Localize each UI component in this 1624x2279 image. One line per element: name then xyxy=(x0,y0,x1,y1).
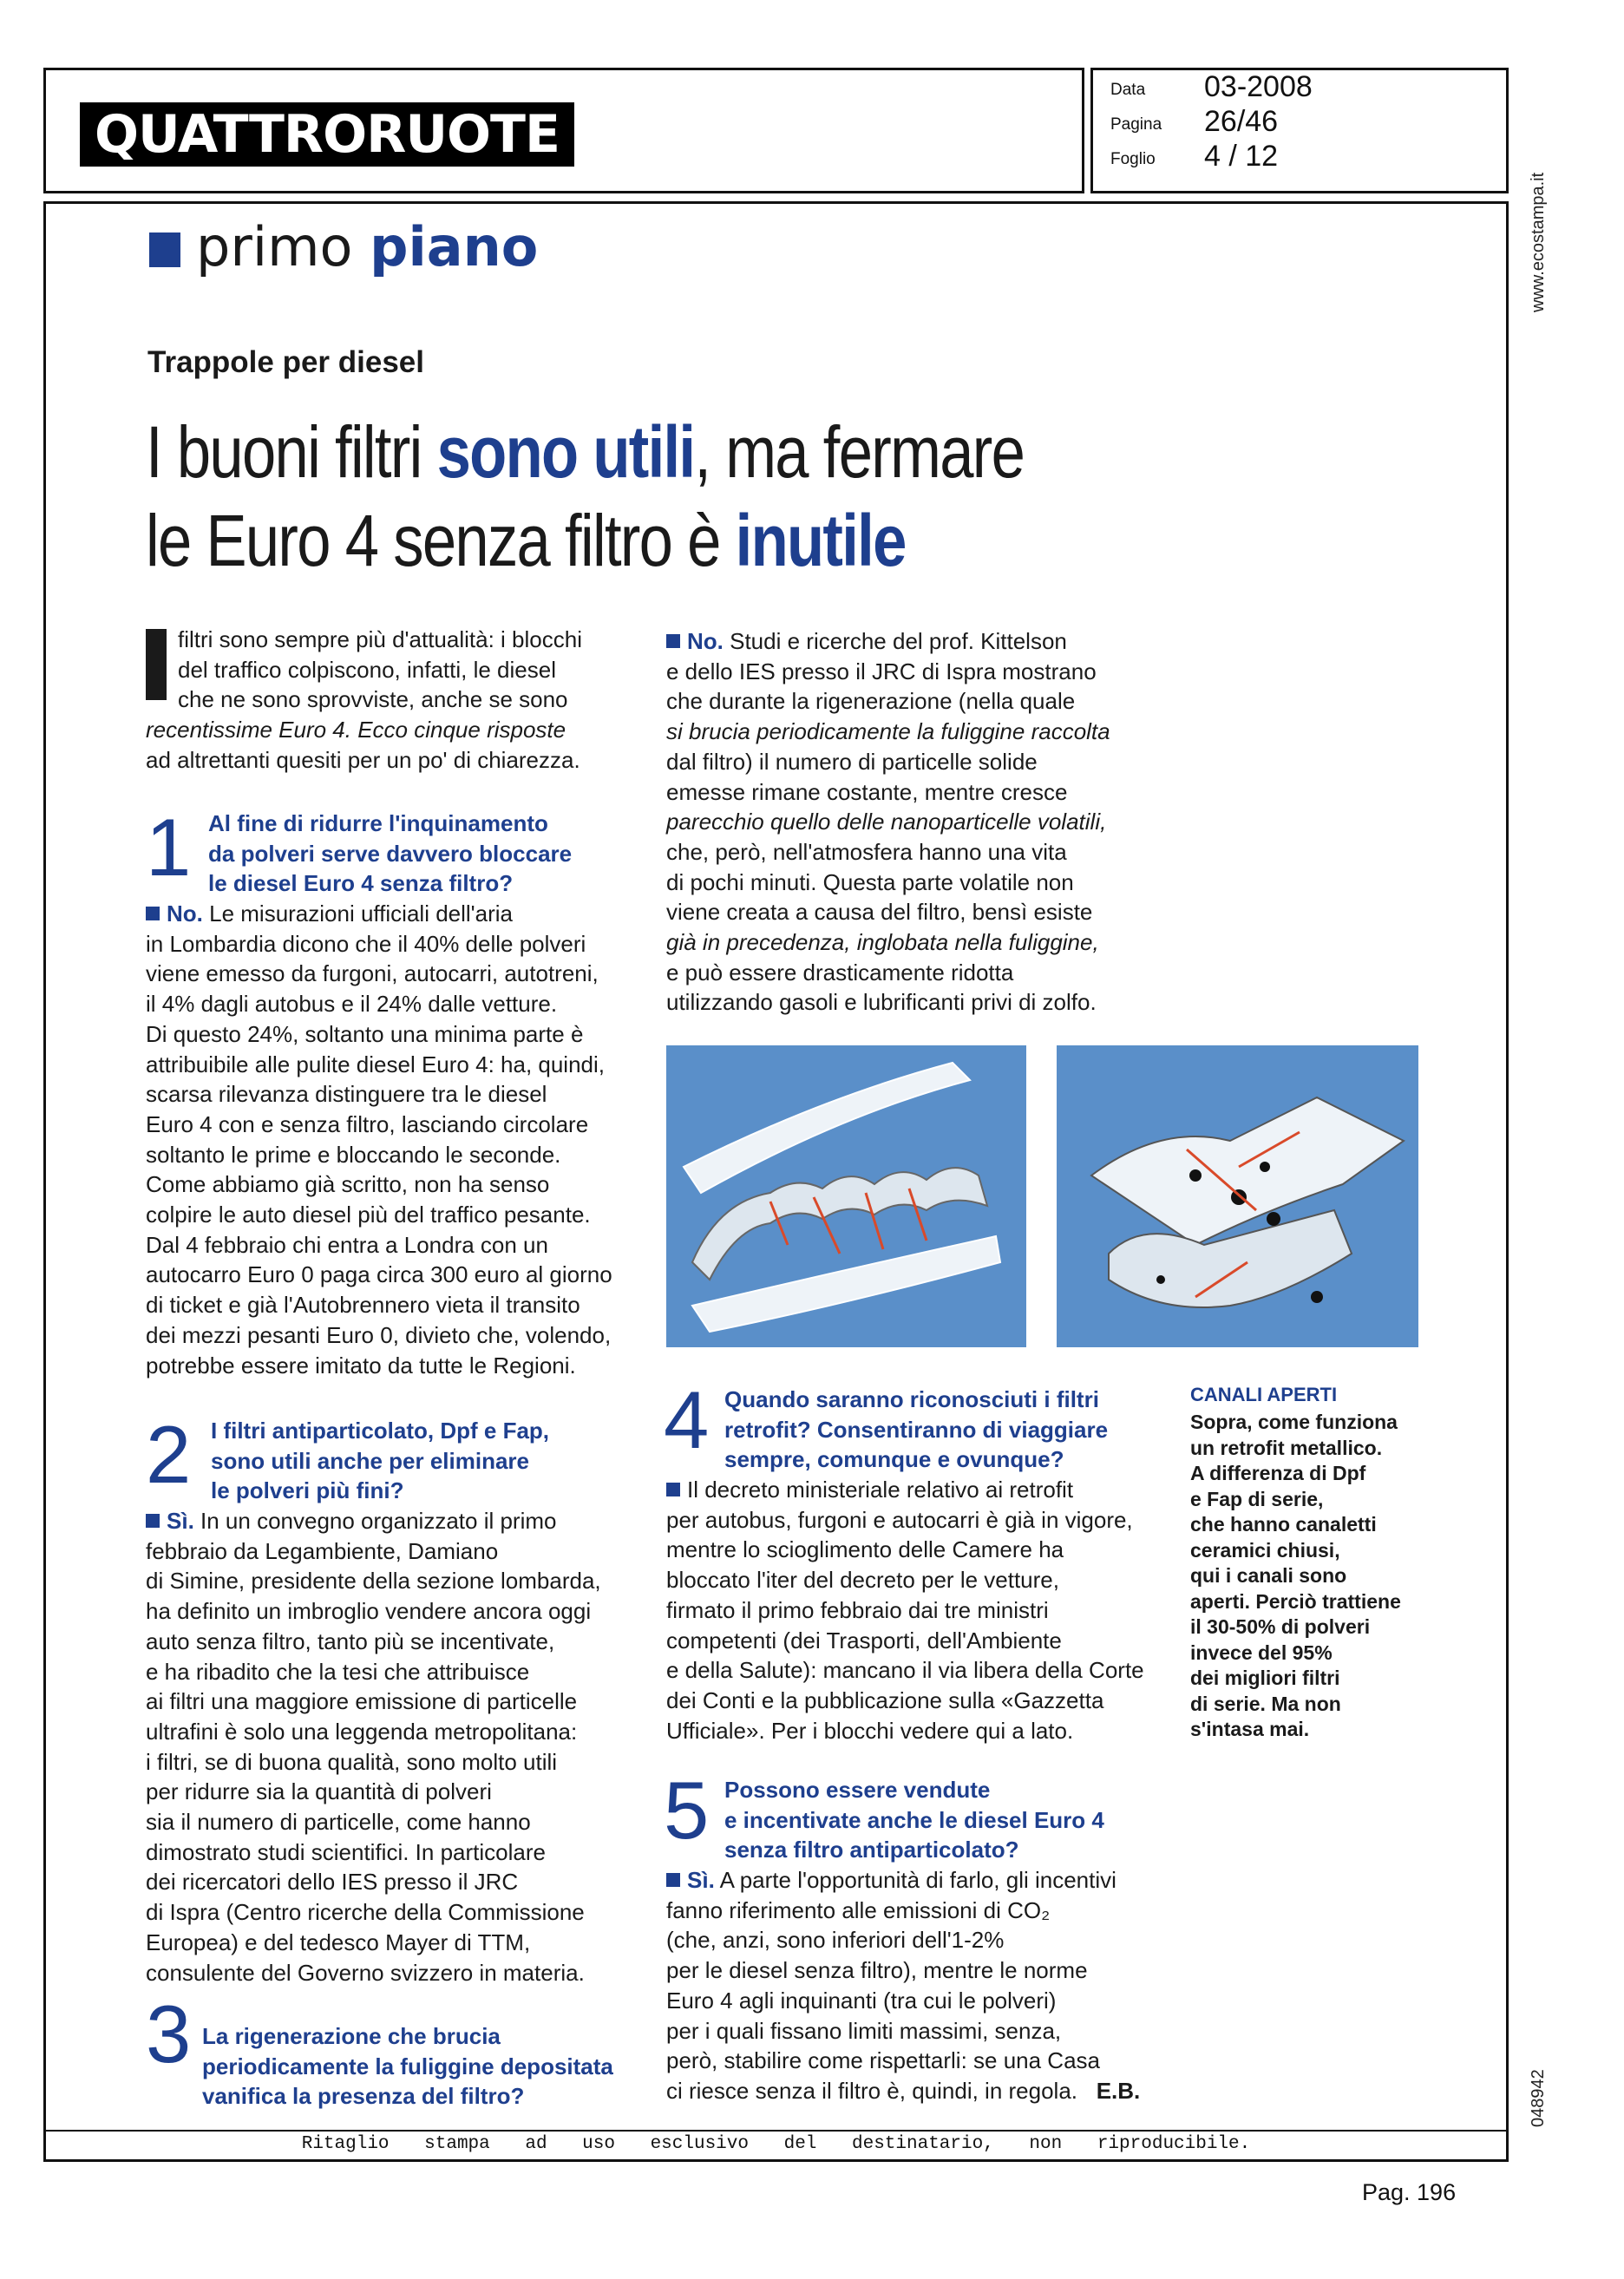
question-1: Al fine di ridurre l'inquinamento da polveri serve davvero bloccare le diesel Euro 4 senza filtro? xyxy=(208,810,573,896)
question-2: I filtri antiparticolato, Dpf e Fap, sono utili anche per eliminare le polveri più fini? xyxy=(211,1418,550,1503)
footer-rule xyxy=(46,2130,1506,2132)
answer-square-icon xyxy=(146,1514,160,1528)
answer-square-icon xyxy=(666,1873,680,1887)
footer-notice: Ritaglio stampa ad uso esclusivo del destinatario, non riproducibile. xyxy=(301,2134,1251,2154)
pagina-value: 26/46 xyxy=(1204,105,1279,138)
author-signature: E.B. xyxy=(1096,2077,1141,2104)
question-3: La rigenerazione che brucia periodicamente la fuliggine depositata vanifica la presenza del filtro? xyxy=(202,2023,613,2109)
answer-1: No. Le misurazioni ufficiali dell'aria in Lombardia dicono che il 40% delle polveri viene emesso da furgoni, autocarri, autotreni, il 4% dagli autobus e il 24% dalle vetture. Di questo 24%, soltanto una minima parte è attribuibile alle pulite diesel Euro 4: ha, quindi, scarsa rilevanza distinguere tra le diesel Euro 4 con e senza filtro, lasciando circolare soltanto le prime e bloccando le seconde. Come abbiamo già scritto, non ha senso colpire le auto diesel più del traffico pesante. Dal 4 febbraio chi entra a Londra con un autocarro Euro 0 paga circa 300 euro al giorno di ticket e già l'Autobrennero vieta il transito dei mezzi pesanti Euro 0, divieto che, volendo, potrebbe essere imitato da tutte le Regioni. xyxy=(146,900,612,1379)
section-title: primo piano xyxy=(196,215,539,278)
question-5: Possono essere vendute e incentivate anche le diesel Euro 4 senza filtro antiparticolato? xyxy=(724,1777,1104,1863)
answer-square-icon xyxy=(146,907,160,920)
section-square-icon xyxy=(149,232,180,267)
metadata-box xyxy=(1090,68,1509,193)
side-code: 048942 xyxy=(1529,2069,1548,2127)
question-number-5: 5 xyxy=(664,1765,710,1856)
filter-illustration-left xyxy=(666,1045,1026,1347)
question-number-3: 3 xyxy=(146,1988,192,2079)
data-label: Data xyxy=(1110,81,1146,99)
foglio-label: Foglio xyxy=(1110,150,1156,168)
foglio-value: 4 / 12 xyxy=(1204,140,1279,173)
answer-square-icon xyxy=(666,1483,680,1496)
answer-2: Sì. In un convegno organizzato il primo febbraio da Legambiente, Damiano di Simine, presidente della sezione lombarda, ha definito un imbroglio vendere ancora oggi auto senza filtro, tanto più se incentivate, e ha ribadito che la tesi che attribuisce ai filtri una maggiore emissione di particelle ultrafini è solo una leggenda metropolitana: i filtri, se di buona qualità, sono molto utili per ridurre sia la quantità di polveri sia il numero di particelle, come hanno dimostrato studi scientifici. In particolare dei ricercatori dello IES presso il JRC di Ispra (Centro ricerche della Commissione Europea) e del tedesco Mayer di TTM, consulente del Governo svizzero in materia. xyxy=(146,1508,601,1986)
answer-4: Il decreto ministeriale relativo ai retrofit per autobus, furgoni e autocarri è già in vigore, mentre lo scioglimento delle Camere ha bloccato l'iter del decreto per le vetture, firmato il primo febbraio dai tre ministri competenti (dei Trasporti, dell'Ambiente e della Salute): mancano il via libera della Corte dei Conti e la pubblicazione sulla «Gazzetta Ufficiale». Per i blocchi vedere qui a lato. xyxy=(666,1477,1144,1744)
kicker: Trappole per diesel xyxy=(147,345,424,379)
intro-paragraph: filtri sono sempre più d'attualità: i blocchi del traffico colpiscono, infatti, le diesel che ne sono sprovviste, anche se sono xyxy=(178,626,582,713)
question-4: Quando saranno riconosciuti i filtri retrofit? Consentiranno di viaggiare sempre, comunque e ovunque? xyxy=(724,1386,1109,1472)
side-url: www.ecostampa.it xyxy=(1529,172,1548,312)
answer-square-icon xyxy=(666,634,680,648)
headline: I buoni filtri sono utili, ma fermare le Euro 4 senza filtro è inutile xyxy=(146,411,1025,581)
question-number-2: 2 xyxy=(146,1409,192,1500)
publication-logo: QUATTRORUOTE xyxy=(80,102,574,167)
page-number: Pag. 196 xyxy=(1362,2179,1457,2205)
question-number-4: 4 xyxy=(664,1374,710,1465)
ceramic-filter-diagram xyxy=(666,1045,1026,1347)
answer-3: No. Studi e ricerche del prof. Kittelson e dello IES presso il JRC di Ispra mostrano che durante la rigenerazione (nella quale si brucia periodicamente la fuliggine raccolta dal filtro) il numero di particelle solide emesse rimane costante, mentre cresce parecchio quello delle nanoparticelle volatili, che, però, nell'atmosfera hanno una vita di pochi minuti. Questa parte volatile non viene creata a causa del filtro, bensì esiste già in precedenza, inglobata nella fuliggine, e può essere drasticamente ridotta utilizzando gasoli e lubrificanti privi di zolfo. xyxy=(666,628,1110,1016)
pagina-label: Pagina xyxy=(1110,115,1162,134)
caption-text: Sopra, come funziona un retrofit metallico. A differenza di Dpf e Fap di serie, che hanno canaletti ceramici chiusi, qui i canali sono aperti. Perciò trattiene il 30-50% di polveri invece del 95% dei migliori filtri di serie. Ma non s'intasa mai. xyxy=(1190,1411,1401,1740)
question-number-1: 1 xyxy=(146,802,192,893)
metal-retrofit-diagram xyxy=(1057,1045,1418,1347)
data-value: 03-2008 xyxy=(1204,70,1313,103)
filter-illustration-right xyxy=(1057,1045,1418,1347)
drop-cap-i xyxy=(146,629,167,700)
caption-title: CANALI APERTI xyxy=(1190,1384,1338,1405)
intro-paragraph-cont: recentissime Euro 4. Ecco cinque risposte ad altrettanti quesiti per un po' di chiarezza. xyxy=(146,717,580,773)
answer-5: Sì. A parte l'opportunità di farlo, gli incentivi fanno riferimento alle emissioni di CO₂ (che, anzi, sono inferiori dell'1-2% per le diesel senza filtro), mentre le norme Euro 4 agli inquinanti (tra cui le polveri) per i quali fissano limiti massimi, senza, però, stabilire come rispettarli: se una Casa ci riesce senza il filtro è, quindi, in regola. E.B. xyxy=(666,1867,1141,2104)
